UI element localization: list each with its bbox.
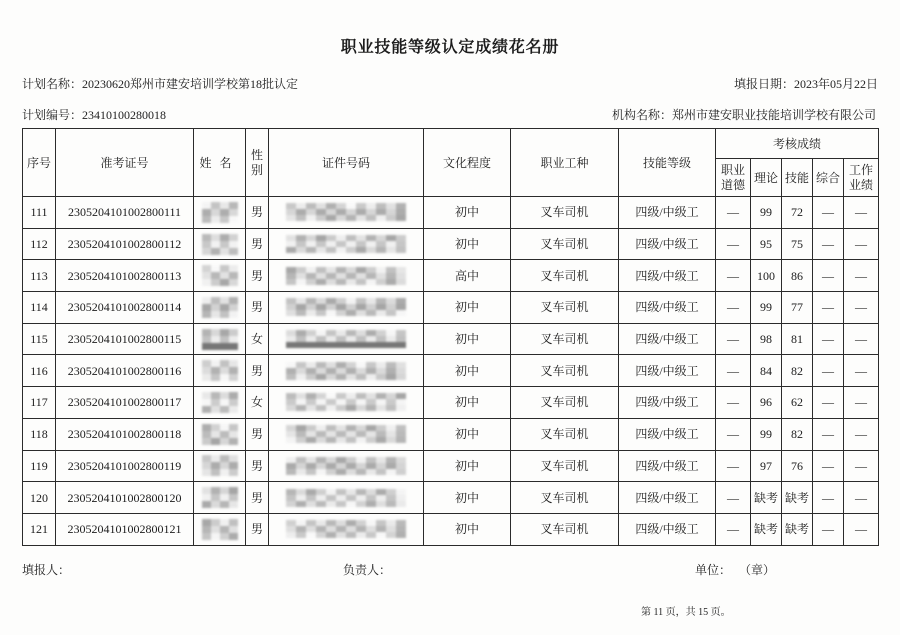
education-cell: 初中	[424, 323, 511, 355]
overall-score-cell: —	[813, 228, 844, 260]
education-cell: 初中	[424, 197, 511, 229]
theory-score-cell: 100	[751, 260, 782, 292]
name-cell-redacted	[194, 197, 246, 229]
skill-score-cell: 62	[782, 387, 813, 419]
redaction-mosaic	[202, 265, 238, 286]
fill-date-value: 2023年05月22日	[793, 77, 878, 91]
overall-score-cell: —	[813, 355, 844, 387]
education-cell: 初中	[424, 228, 511, 260]
occupation-cell: 叉车司机	[511, 482, 619, 514]
exam-number-cell: 2305204101002800116	[56, 355, 194, 387]
table-row	[23, 197, 879, 229]
exam-number-cell: 2305204101002800111	[56, 197, 194, 229]
overall-score-cell: —	[813, 513, 844, 545]
skill-level-cell: 四级/中级工	[619, 418, 716, 450]
skill-score-cell: 82	[782, 355, 813, 387]
exam-number-cell: 2305204101002800112	[56, 228, 194, 260]
exam-number-cell: 2305204101002800118	[56, 418, 194, 450]
overall-score-cell: —	[813, 482, 844, 514]
redaction-mosaic	[202, 487, 238, 508]
column-header-exam-number: 准考证号	[56, 129, 194, 197]
id-number-cell-redacted	[269, 355, 424, 387]
ethics-score-cell: —	[716, 323, 751, 355]
redaction-mosaic	[286, 330, 406, 348]
column-header-occupation: 职业工种	[511, 129, 619, 197]
redaction-mosaic	[202, 519, 238, 540]
occupation-cell: 叉车司机	[511, 450, 619, 482]
skill-score-cell: 缺考	[782, 513, 813, 545]
skill-level-cell: 四级/中级工	[619, 260, 716, 292]
gender-cell: 女	[246, 387, 269, 419]
table-row	[23, 513, 879, 545]
overall-score-cell: —	[813, 260, 844, 292]
occupation-cell: 叉车司机	[511, 323, 619, 355]
skill-score-cell: 86	[782, 260, 813, 292]
skill-level-cell: 四级/中级工	[619, 355, 716, 387]
filler-label: 填报人：	[22, 563, 71, 577]
plan-name-value: 20230620郑州市建安培训学校第18批认定	[82, 77, 299, 91]
occupation-cell: 叉车司机	[511, 197, 619, 229]
institution-label: 机构名称：	[611, 108, 672, 122]
ethics-score-cell: —	[716, 418, 751, 450]
id-number-cell-redacted	[269, 418, 424, 450]
gender-cell: 男	[246, 292, 269, 324]
skill-level-cell: 四级/中级工	[619, 387, 716, 419]
seq-cell: 111	[23, 197, 56, 229]
exam-number-cell: 2305204101002800115	[56, 323, 194, 355]
theory-score-cell: 95	[751, 228, 782, 260]
page-number: 第 11 页，共 15 页。	[641, 607, 731, 618]
theory-score-cell: 84	[751, 355, 782, 387]
column-header-overall: 综合	[813, 159, 844, 197]
theory-score-cell: 99	[751, 292, 782, 324]
skill-level-cell: 四级/中级工	[619, 292, 716, 324]
exam-number-cell: 2305204101002800121	[56, 513, 194, 545]
ethics-score-cell: —	[716, 260, 751, 292]
education-cell: 初中	[424, 292, 511, 324]
skill-level-cell: 四级/中级工	[619, 228, 716, 260]
table-row	[23, 482, 879, 514]
occupation-cell: 叉车司机	[511, 387, 619, 419]
responsible-signature-line	[343, 561, 391, 578]
ethics-score-cell: —	[716, 387, 751, 419]
plan-number	[22, 106, 166, 123]
gender-cell: 男	[246, 228, 269, 260]
overall-score-cell: —	[813, 197, 844, 229]
column-header-performance: 工作业绩	[844, 159, 879, 197]
occupation-cell: 叉车司机	[511, 418, 619, 450]
name-cell-redacted	[194, 482, 246, 514]
responsible-label: 负责人：	[343, 563, 392, 577]
redaction-mosaic	[286, 298, 406, 316]
name-cell-redacted	[194, 418, 246, 450]
skill-level-cell: 四级/中级工	[619, 482, 716, 514]
occupation-cell: 叉车司机	[511, 228, 619, 260]
column-header-education: 文化程度	[424, 129, 511, 197]
exam-number-cell: 2305204101002800113	[56, 260, 194, 292]
gender-cell: 男	[246, 482, 269, 514]
gender-cell: 男	[246, 197, 269, 229]
performance-score-cell: —	[844, 513, 879, 545]
skill-level-cell: 四级/中级工	[619, 323, 716, 355]
ethics-score-cell: —	[716, 355, 751, 387]
name-cell-redacted	[194, 228, 246, 260]
id-number-cell-redacted	[269, 228, 424, 260]
seq-cell: 114	[23, 292, 56, 324]
seq-cell: 112	[23, 228, 56, 260]
seq-cell: 116	[23, 355, 56, 387]
redaction-mosaic	[202, 455, 238, 476]
name-cell-redacted	[194, 387, 246, 419]
ethics-score-cell: —	[716, 482, 751, 514]
redaction-mosaic	[286, 457, 406, 475]
seq-cell: 113	[23, 260, 56, 292]
table-row	[23, 292, 879, 324]
table-row	[23, 260, 879, 292]
redaction-mosaic	[202, 360, 238, 381]
exam-number-cell: 2305204101002800114	[56, 292, 194, 324]
column-header-gender: 性别	[246, 129, 269, 197]
fill-date-label: 填报日期：	[733, 77, 794, 91]
column-header-theory: 理论	[751, 159, 782, 197]
exam-number-cell: 2305204101002800117	[56, 387, 194, 419]
id-number-cell-redacted	[269, 292, 424, 324]
column-header-seq: 序号	[23, 129, 56, 197]
table-row	[23, 323, 879, 355]
theory-score-cell: 99	[751, 418, 782, 450]
education-cell: 初中	[424, 355, 511, 387]
gender-cell: 男	[246, 513, 269, 545]
redaction-mosaic	[286, 393, 406, 411]
id-number-cell-redacted	[269, 197, 424, 229]
skill-score-cell: 81	[782, 323, 813, 355]
theory-score-cell: 缺考	[751, 482, 782, 514]
skill-level-cell: 四级/中级工	[619, 450, 716, 482]
redaction-mosaic	[286, 267, 406, 285]
overall-score-cell: —	[813, 418, 844, 450]
performance-score-cell: —	[844, 228, 879, 260]
redaction-mosaic	[202, 234, 238, 255]
occupation-cell: 叉车司机	[511, 513, 619, 545]
skill-level-cell: 四级/中级工	[619, 197, 716, 229]
column-header-name: 姓名	[194, 129, 246, 197]
name-cell-redacted	[194, 450, 246, 482]
name-cell-redacted	[194, 323, 246, 355]
overall-score-cell: —	[813, 450, 844, 482]
column-header-ethics: 职业道德	[716, 159, 751, 197]
document-title: 职业技能等级认定成绩花名册	[340, 39, 560, 56]
table-row	[23, 228, 879, 260]
redaction-mosaic	[202, 202, 238, 223]
skill-score-cell: 77	[782, 292, 813, 324]
skill-score-cell: 75	[782, 228, 813, 260]
education-cell: 初中	[424, 418, 511, 450]
column-header-skill-level: 技能等级	[619, 129, 716, 197]
table-body	[23, 197, 879, 546]
column-header-id-number: 证件号码	[269, 129, 424, 197]
redaction-mosaic	[202, 329, 238, 350]
skill-score-cell: 82	[782, 418, 813, 450]
seq-cell: 121	[23, 513, 56, 545]
name-cell-redacted	[194, 292, 246, 324]
table-row	[23, 418, 879, 450]
skill-score-cell: 72	[782, 197, 813, 229]
exam-number-cell: 2305204101002800119	[56, 450, 194, 482]
theory-score-cell: 缺考	[751, 513, 782, 545]
education-cell: 高中	[424, 260, 511, 292]
fill-date	[734, 75, 878, 92]
column-group-scores: 考核成绩	[716, 129, 879, 159]
performance-score-cell: —	[844, 292, 879, 324]
seq-cell: 117	[23, 387, 56, 419]
gender-cell: 男	[246, 450, 269, 482]
redaction-mosaic	[286, 520, 406, 538]
redaction-mosaic	[202, 297, 238, 318]
occupation-cell: 叉车司机	[511, 355, 619, 387]
performance-score-cell: —	[844, 197, 879, 229]
table-row	[23, 355, 879, 387]
seal-placeholder: （章）	[745, 563, 776, 577]
redaction-mosaic	[202, 424, 238, 445]
seq-cell: 115	[23, 323, 56, 355]
institution-value: 郑州市建安职业技能培训学校有限公司	[671, 108, 876, 122]
ethics-score-cell: —	[716, 450, 751, 482]
performance-score-cell: —	[844, 450, 879, 482]
education-cell: 初中	[424, 482, 511, 514]
redaction-mosaic	[286, 362, 406, 380]
theory-score-cell: 99	[751, 197, 782, 229]
skill-level-cell: 四级/中级工	[619, 513, 716, 545]
id-number-cell-redacted	[269, 323, 424, 355]
plan-name-label: 计划名称：	[22, 77, 83, 91]
ethics-score-cell: —	[716, 513, 751, 545]
performance-score-cell: —	[844, 323, 879, 355]
name-cell-redacted	[194, 513, 246, 545]
name-cell-redacted	[194, 355, 246, 387]
performance-score-cell: —	[844, 387, 879, 419]
performance-score-cell: —	[844, 418, 879, 450]
table-row	[23, 387, 879, 419]
table-header	[23, 129, 879, 197]
gender-cell: 女	[246, 323, 269, 355]
ethics-score-cell: —	[716, 292, 751, 324]
seq-cell: 119	[23, 450, 56, 482]
redaction-mosaic	[286, 489, 406, 507]
name-cell-redacted	[194, 260, 246, 292]
redaction-mosaic	[202, 392, 238, 413]
gender-cell: 男	[246, 260, 269, 292]
id-number-cell-redacted	[269, 387, 424, 419]
exam-number-cell: 2305204101002800120	[56, 482, 194, 514]
skill-score-cell: 76	[782, 450, 813, 482]
id-number-cell-redacted	[269, 482, 424, 514]
redaction-mosaic	[286, 203, 406, 221]
id-number-cell-redacted	[269, 513, 424, 545]
gender-cell: 男	[246, 355, 269, 387]
plan-name	[22, 75, 298, 92]
plan-number-label: 计划编号：	[22, 108, 83, 122]
overall-score-cell: —	[813, 387, 844, 419]
unit-label: 单位：	[695, 563, 732, 577]
id-number-cell-redacted	[269, 260, 424, 292]
redaction-mosaic	[286, 425, 406, 443]
institution	[612, 106, 876, 123]
table-row	[23, 450, 879, 482]
theory-score-cell: 96	[751, 387, 782, 419]
filler-signature-line	[22, 561, 70, 578]
score-roster-table	[22, 128, 879, 546]
theory-score-cell: 97	[751, 450, 782, 482]
unit-seal-line	[695, 561, 775, 578]
overall-score-cell: —	[813, 323, 844, 355]
seq-cell: 118	[23, 418, 56, 450]
overall-score-cell: —	[813, 292, 844, 324]
ethics-score-cell: —	[716, 197, 751, 229]
theory-score-cell: 98	[751, 323, 782, 355]
column-header-skill: 技能	[782, 159, 813, 197]
occupation-cell: 叉车司机	[511, 260, 619, 292]
education-cell: 初中	[424, 513, 511, 545]
performance-score-cell: —	[844, 482, 879, 514]
occupation-cell: 叉车司机	[511, 292, 619, 324]
performance-score-cell: —	[844, 355, 879, 387]
redaction-mosaic	[286, 235, 406, 253]
plan-number-value: 23410100280018	[82, 108, 167, 122]
id-number-cell-redacted	[269, 450, 424, 482]
seq-cell: 120	[23, 482, 56, 514]
education-cell: 初中	[424, 450, 511, 482]
ethics-score-cell: —	[716, 228, 751, 260]
gender-cell: 男	[246, 418, 269, 450]
education-cell: 初中	[424, 387, 511, 419]
skill-score-cell: 缺考	[782, 482, 813, 514]
performance-score-cell: —	[844, 260, 879, 292]
